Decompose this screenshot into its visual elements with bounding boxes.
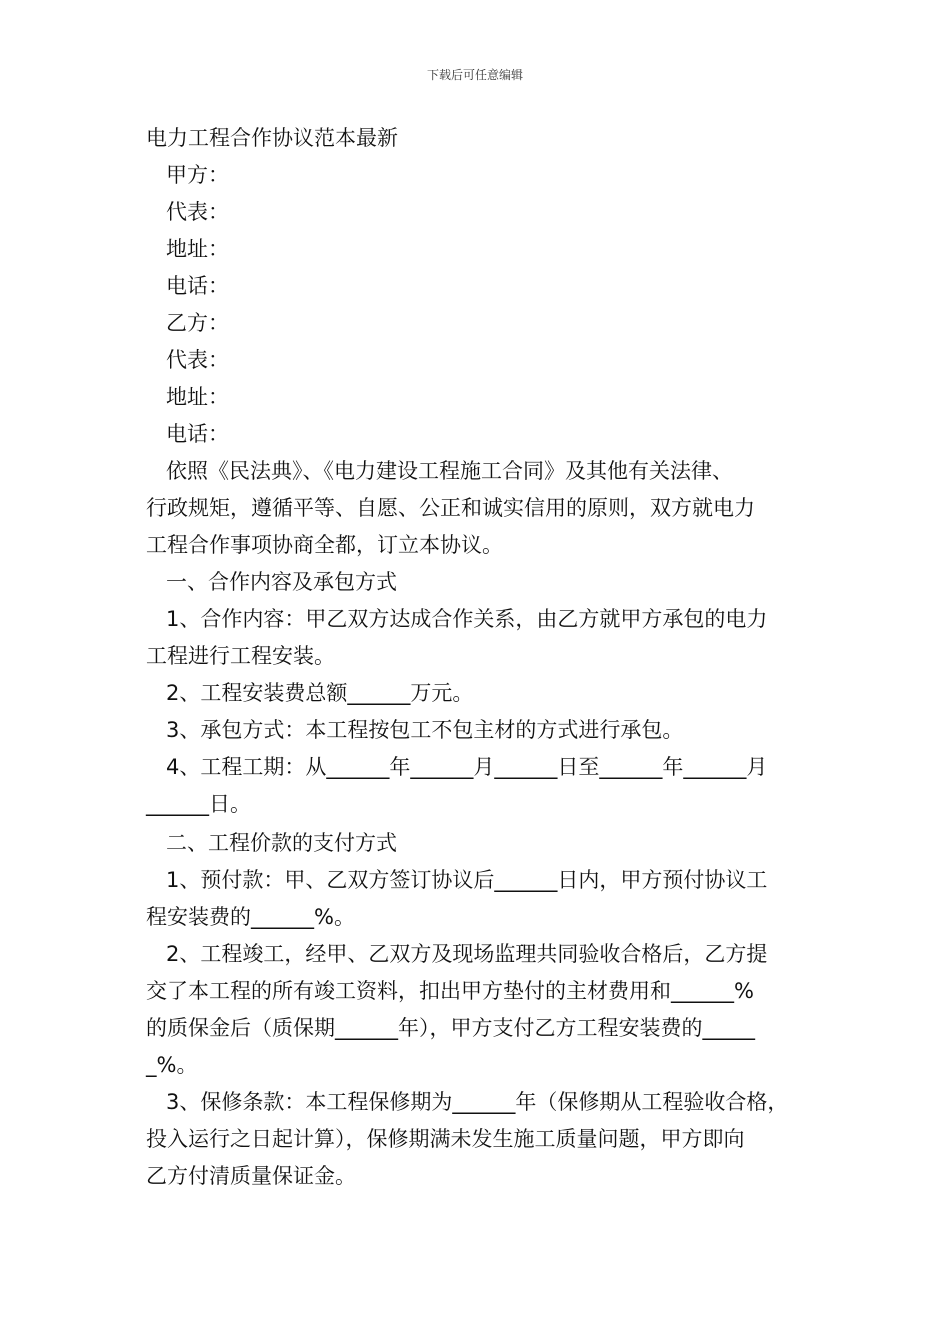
- party-b-phone-label: 电话：: [166, 422, 229, 446]
- party-b-representative-label: 代表：: [166, 348, 229, 372]
- clause-line: 乙方付清质量保证金。: [146, 1164, 356, 1188]
- paragraph-line: 行政规矩，遵循平等、自愿、公正和诚实信用的原则，双方就电力: [146, 496, 755, 520]
- clause-line: 2、工程竣工，经甲、乙双方及现场监理共同验收合格后，乙方提: [166, 942, 768, 966]
- clause-line: 工程进行工程安装。: [146, 644, 335, 668]
- party-a-phone-label: 电话：: [166, 274, 229, 298]
- party-b-label: 乙方：: [166, 311, 229, 335]
- clause-line: 的质保金后（质保期______年），甲方支付乙方工程安装费的_____: [146, 1016, 755, 1040]
- clause-line: 1、预付款：甲、乙双方签订协议后______日内，甲方预付协议工: [166, 868, 768, 892]
- paragraph-line: 依照《民法典》、《电力建设工程施工合同》及其他有关法律、: [166, 459, 733, 483]
- party-a-representative-label: 代表：: [166, 200, 229, 224]
- party-a-address-label: 地址：: [166, 237, 229, 261]
- clause-line: 4、工程工期：从______年______月______日至______年______月: [166, 755, 768, 779]
- document-title: 电力工程合作协议范本最新: [146, 126, 398, 150]
- section-heading: 一、合作内容及承包方式: [166, 570, 397, 594]
- paragraph-line: 工程合作事项协商全都，订立本协议。: [146, 533, 503, 557]
- document-body: [146, 120, 816, 1195]
- page-header-note: 下载后可任意编辑: [426, 68, 523, 82]
- clause-line: 3、承包方式：本工程按包工不包主材的方式进行承包。: [166, 718, 684, 742]
- section-heading: 二、工程价款的支付方式: [166, 831, 397, 855]
- clause-line: 程安装费的______%。: [146, 905, 355, 929]
- clause-line: 交了本工程的所有竣工资料，扣出甲方垫付的主材费用和______%: [146, 979, 754, 1003]
- party-a-label: 甲方：: [166, 163, 229, 187]
- clause-line: 投入运行之日起计算），保修期满未发生施工质量问题，甲方即向: [146, 1127, 745, 1151]
- party-b-address-label: 地址：: [166, 385, 229, 409]
- clause-line: 1、合作内容：甲乙双方达成合作关系，由乙方就甲方承包的电力: [166, 607, 768, 631]
- clause-line: 2、工程安装费总额______万元。: [166, 681, 474, 705]
- clause-line: _%。: [146, 1053, 198, 1077]
- clause-line: 3、保修条款：本工程保修期为______年（保修期从工程验收合格，: [166, 1090, 789, 1114]
- clause-line: ______日。: [146, 792, 251, 816]
